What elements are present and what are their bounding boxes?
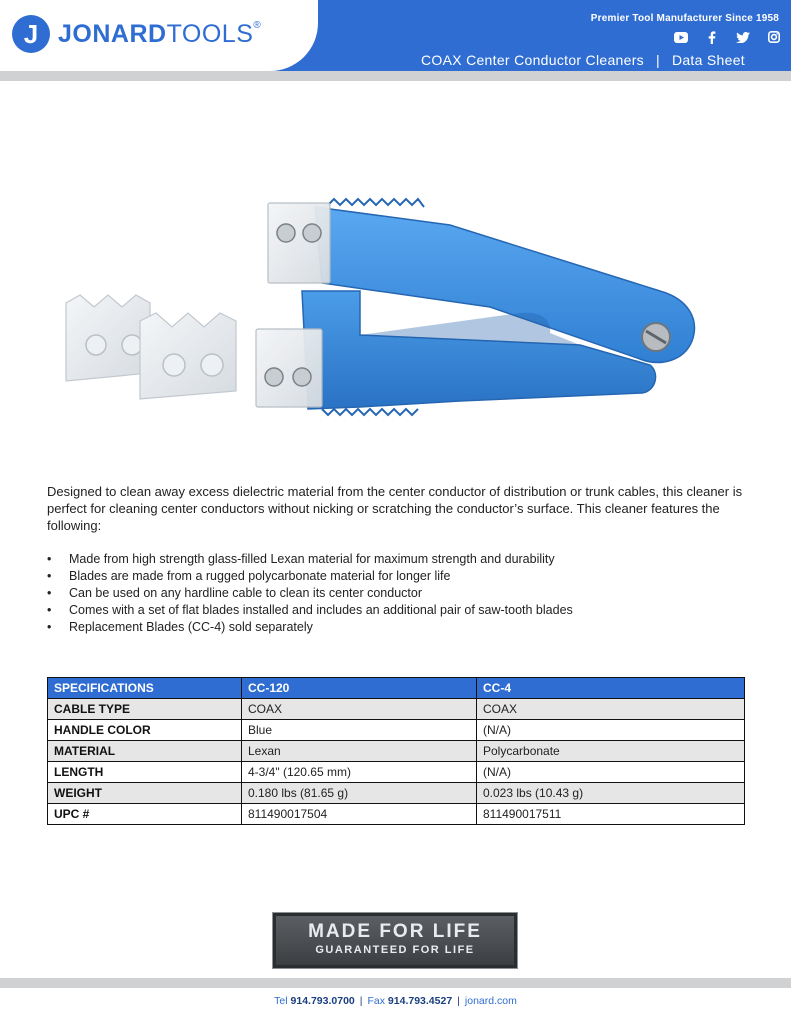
table-row [48,804,745,825]
spec-label: LENGTH [48,762,242,783]
product-line-title: COAX Center Conductor Cleaners [421,52,644,68]
product-description: Designed to clean away excess dielectric material from the center conductor of distribution or trunk cables, this cleaner is perfect for cleaning center conductors without nicking or scratching the conductor’s surface. This cleaner features the following: [47,484,743,533]
installed-upper-blade [268,203,330,283]
pivot-screw [642,323,670,351]
spec-value-cc-120: Blue [242,720,477,741]
spec-value-cc-120: 4-3/4" (120.65 mm) [242,762,477,783]
footer-separator: | [359,995,363,1007]
fax-label: Fax [367,995,385,1007]
feature-item: • Can be used on any hardline cable to clean its center conductor [47,585,747,602]
specifications-table [47,677,745,825]
spec-label: UPC # [48,804,242,825]
footer-separator: | [457,995,460,1007]
spec-value-cc-4: COAX [477,699,745,720]
spec-value-cc-120: 811490017504 [242,804,477,825]
badge-subtitle: GUARANTEED FOR LIFE [315,944,475,956]
coax-cleaner-product-image [60,195,710,430]
spec-value-cc-4: 0.023 lbs (10.43 g) [477,783,745,804]
made-for-life-badge [273,913,517,968]
feature-item: • Blades are made from a rugged polycarbonate material for longer life [47,568,747,585]
table-row [48,783,745,804]
feature-item: • Comes with a set of flat blades installed and includes an additional pair of saw-tooth blades [47,602,747,619]
table-header-row [48,678,745,699]
spec-label: HANDLE COLOR [48,720,242,741]
column-header: SPECIFICATIONS [48,678,242,699]
spec-value-cc-120: 0.180 lbs (81.65 g) [242,783,477,804]
feature-list [47,551,747,636]
twitter-icon[interactable] [735,30,750,44]
badge-title: MADE FOR LIFE [308,921,482,942]
installed-lower-blade [256,329,322,407]
footer-divider [0,978,791,988]
tagline: Premier Tool Manufacturer Since 1958 [590,13,779,24]
spec-value-cc-120: COAX [242,699,477,720]
spec-label: MATERIAL [48,741,242,762]
spare-sawtooth-blade [140,313,236,399]
brand-bold: JONARD [58,20,167,48]
table-row [48,762,745,783]
page-footer [0,995,791,1007]
brand-light: TOOLS [166,20,254,48]
spec-label: WEIGHT [48,783,242,804]
youtube-icon[interactable] [673,30,688,44]
spare-sawtooth-blade [66,295,150,381]
registered-mark: ® [253,20,262,31]
feature-item: • Made from high strength glass-filled Lexan material for maximum strength and durability [47,551,747,568]
spec-value-cc-4: (N/A) [477,720,745,741]
page-header [0,0,791,71]
column-header: CC-4 [477,678,745,699]
document-subtitle [421,52,745,68]
subtitle-separator: | [656,52,660,68]
spec-value-cc-4: Polycarbonate [477,741,745,762]
website-link[interactable]: jonard.com [464,995,517,1007]
jonard-logo-text [58,20,261,49]
spec-value-cc-4: 811490017511 [477,804,745,825]
phone-number[interactable]: 914.793.0700 [290,995,355,1007]
fax-number: 914.793.4527 [387,995,453,1007]
table-row [48,741,745,762]
table-row [48,720,745,741]
header-divider [0,71,791,81]
logo-panel [0,0,318,71]
spec-value-cc-4: (N/A) [477,762,745,783]
spec-value-cc-120: Lexan [242,741,477,762]
document-type: Data Sheet [671,52,745,68]
feature-item: • Replacement Blades (CC-4) sold separately [47,619,747,636]
tel-label: Tel [274,995,288,1007]
facebook-icon[interactable] [704,30,719,44]
table-row [48,699,745,720]
column-header: CC-120 [242,678,477,699]
spec-label: CABLE TYPE [48,699,242,720]
social-links [673,30,781,44]
jonard-logo-mark: J [12,15,50,53]
instagram-icon[interactable] [766,30,781,44]
